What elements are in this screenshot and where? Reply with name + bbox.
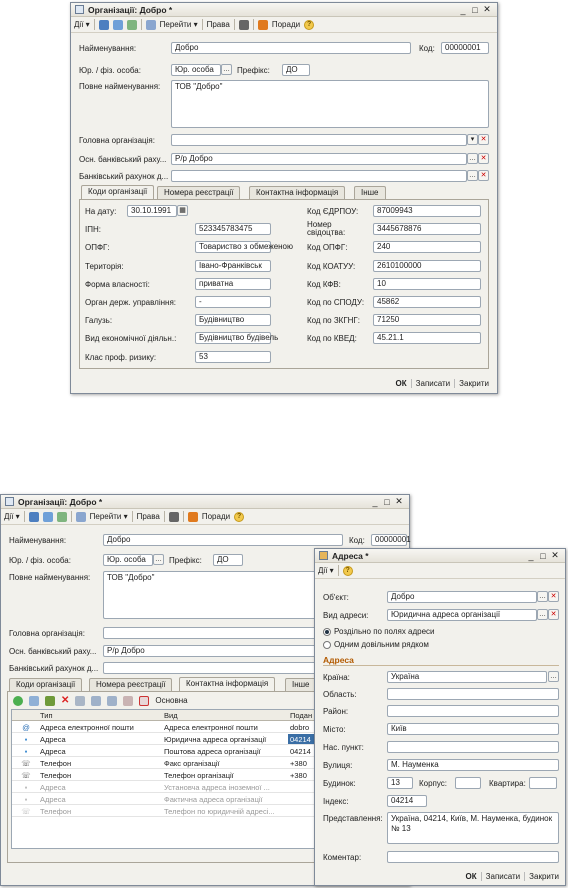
- city-label: Місто:: [323, 725, 346, 734]
- edit-icon[interactable]: [45, 696, 55, 706]
- address-icon: ▪: [24, 735, 28, 744]
- full-name-label: Повне найменування:: [9, 573, 91, 582]
- filter-icon[interactable]: [91, 696, 101, 706]
- house-field[interactable]: 13: [387, 777, 413, 789]
- code-label: Форма власності:: [85, 279, 150, 289]
- address-icon: ▪: [24, 795, 28, 804]
- tab-registration[interactable]: Номера реєстрації: [89, 678, 172, 691]
- street-label: Вулиця:: [323, 761, 353, 770]
- code-label: ІПН:: [85, 225, 101, 235]
- copy-icon[interactable]: [113, 20, 123, 30]
- main-bank-label: Осн. банківський раху...: [9, 647, 97, 656]
- tab-other[interactable]: Інше: [354, 186, 386, 199]
- contacts-toolbar: [13, 695, 188, 706]
- clear-icon[interactable]: ✕: [548, 591, 559, 602]
- actions-menu[interactable]: Дії ▾: [4, 512, 20, 521]
- building-field[interactable]: [455, 777, 481, 789]
- radio-separate[interactable]: [323, 627, 435, 636]
- clear-icon[interactable]: ✕: [478, 134, 489, 145]
- code-field[interactable]: 2610100000: [373, 260, 481, 272]
- building-label: Корпус:: [419, 779, 448, 788]
- code-label: Код ОПФГ:: [307, 243, 348, 253]
- address-kind-field[interactable]: Юридична адреса організації: [387, 609, 537, 621]
- rights-button[interactable]: Права: [206, 20, 230, 29]
- goto-icon[interactable]: [146, 20, 156, 30]
- cell-val: +380: [290, 759, 307, 768]
- col-kind[interactable]: Вид: [164, 711, 178, 720]
- prefix-label: Префікс:: [237, 66, 270, 75]
- code-label: Територія:: [85, 261, 124, 271]
- bank-account-label: Банківський рахунок д...: [9, 664, 99, 673]
- clear-icon[interactable]: ✕: [548, 609, 559, 620]
- code-field[interactable]: 00000001: [371, 534, 407, 546]
- tab-other[interactable]: Інше: [285, 678, 317, 691]
- code-label: Код по КВЕД:: [307, 334, 357, 344]
- list-icon[interactable]: [75, 696, 85, 706]
- house-label: Будинок:: [323, 779, 356, 788]
- ok-button[interactable]: ОК: [465, 872, 477, 881]
- close-icon[interactable]: ✕: [395, 496, 403, 506]
- object-label: Об'єкт:: [323, 593, 349, 602]
- clear-filter-icon[interactable]: [123, 696, 133, 706]
- bank-account-field[interactable]: [171, 170, 467, 182]
- tips-icon[interactable]: [188, 512, 198, 522]
- object-field[interactable]: Добро: [387, 591, 537, 603]
- goto-icon[interactable]: [76, 512, 86, 522]
- region-field[interactable]: [387, 688, 559, 700]
- delete-icon[interactable]: ✕: [61, 695, 70, 706]
- main-bank-field[interactable]: Р/р Добро: [103, 645, 409, 657]
- code-field[interactable]: -: [195, 296, 271, 308]
- clear-icon[interactable]: ✕: [478, 153, 489, 164]
- tab-contacts[interactable]: Контактна інформація: [249, 186, 345, 199]
- code-label: Код ЄДРПОУ:: [307, 207, 359, 216]
- help-icon[interactable]: ?: [304, 20, 314, 30]
- code-label: Код по СПОДУ:: [307, 298, 365, 307]
- code-label: Код по ЗКГНГ:: [307, 316, 360, 326]
- code-label: ОПФГ:: [85, 243, 110, 253]
- radio-on-icon: [323, 628, 331, 636]
- title-bar: [71, 3, 497, 17]
- footer: [462, 872, 563, 881]
- add-icon[interactable]: [13, 696, 23, 706]
- title-bar: [315, 549, 565, 563]
- district-label: Район:: [323, 707, 349, 716]
- code-label: Галузь:: [85, 316, 113, 326]
- name-label: Найменування:: [9, 536, 67, 545]
- code-field[interactable]: 10: [373, 278, 481, 290]
- code-field[interactable]: 523345783475: [195, 223, 271, 235]
- person-type-label: Юр. / фіз. особа:: [79, 66, 141, 75]
- col-type[interactable]: Тип: [40, 711, 53, 720]
- main-bank-field[interactable]: Р/р Добро: [171, 153, 467, 165]
- toolbar: [1, 509, 409, 525]
- select-button[interactable]: …: [539, 593, 546, 600]
- bank-account-label: Банківський рахунок д...: [79, 172, 169, 181]
- code-field[interactable]: 53: [195, 351, 271, 363]
- code-field[interactable]: приватна: [195, 278, 271, 290]
- refresh-icon[interactable]: [127, 20, 137, 30]
- save-icon[interactable]: [29, 512, 39, 522]
- full-name-field[interactable]: ТОВ "Добро": [103, 571, 409, 619]
- cell-val: 04214: [290, 747, 311, 756]
- code-field[interactable]: 3445678876: [373, 223, 481, 235]
- code-field[interactable]: 45862: [373, 296, 481, 308]
- phone-icon: ☏: [21, 759, 31, 768]
- code-label: Клас проф. ризику:: [85, 352, 157, 362]
- radio-single-line[interactable]: [323, 640, 429, 649]
- window-icon: [319, 551, 328, 560]
- person-type-label: Юр. / фіз. особа:: [9, 556, 71, 565]
- code-label: Вид економічної діяльн.:: [85, 334, 177, 344]
- select-button[interactable]: …: [155, 556, 162, 563]
- radio-off-icon: [323, 641, 331, 649]
- cell-type: Адреса: [40, 735, 66, 744]
- cell-kind: Телефон по юридичній адресі...: [164, 807, 275, 816]
- tips-button[interactable]: Поради: [201, 512, 231, 521]
- address-section-title: Адреса: [323, 655, 354, 665]
- cell-type: Телефон: [40, 759, 72, 768]
- minimize-icon[interactable]: _: [460, 4, 466, 15]
- list-icon[interactable]: [239, 20, 249, 30]
- code-field[interactable]: Товариство з обмеженою: [195, 241, 271, 253]
- actions-menu[interactable]: Дії ▾: [74, 20, 90, 29]
- select-button[interactable]: …: [469, 172, 476, 179]
- cell-kind: Установча адреса іноземної ...: [164, 783, 270, 792]
- code-label: Орган держ. управління:: [85, 298, 176, 307]
- comment-field[interactable]: [387, 851, 559, 863]
- tab-org-codes[interactable]: Коди організації: [81, 185, 154, 199]
- clear-icon[interactable]: ✕: [478, 170, 489, 181]
- parent-org-label: Головна організація:: [79, 136, 155, 145]
- goto-menu[interactable]: Перейти ▾: [89, 512, 128, 521]
- save-button[interactable]: Записати: [411, 379, 455, 388]
- refresh-icon[interactable]: [57, 512, 67, 522]
- save-button[interactable]: Записати: [481, 872, 525, 881]
- cell-val: 04214: [288, 734, 328, 744]
- rights-button[interactable]: Права: [136, 512, 160, 521]
- window-title: Адреса *: [332, 550, 369, 561]
- cell-kind: Юридична адреса організації: [164, 735, 267, 744]
- code-label: Код КОАТУУ:: [307, 261, 356, 271]
- select-button[interactable]: …: [550, 673, 557, 680]
- footer: [392, 379, 493, 388]
- organization-window-top: [70, 2, 498, 394]
- col-value[interactable]: Подан: [290, 711, 313, 720]
- prefix-field[interactable]: ДО: [213, 554, 243, 566]
- window-title: Організації: Добро *: [18, 496, 103, 507]
- country-label: Країна:: [323, 673, 350, 682]
- main-contact-icon[interactable]: [139, 696, 149, 706]
- code-field[interactable]: Івано-Франківськ: [195, 260, 271, 272]
- code-label: Номер свідоцтва:: [307, 220, 346, 238]
- cell-kind: Поштова адреса організації: [164, 747, 261, 756]
- address-icon: ▪: [24, 747, 28, 756]
- parent-org-label: Головна організація:: [9, 629, 85, 638]
- radio-separate-label: Роздільно по полях адреси: [334, 627, 435, 636]
- radio-single-label: Одним довільним рядком: [334, 640, 429, 649]
- close-icon[interactable]: ✕: [551, 550, 559, 560]
- minimize-icon[interactable]: _: [528, 550, 534, 561]
- toolbar: [315, 563, 565, 579]
- name-label: Найменування:: [79, 44, 137, 53]
- city-field[interactable]: Київ: [387, 723, 559, 735]
- apartment-field[interactable]: [529, 777, 557, 789]
- phone-icon: ☏: [21, 807, 31, 816]
- code-field[interactable]: 71250: [373, 314, 481, 326]
- full-name-label: Повне найменування:: [79, 82, 161, 91]
- goto-menu[interactable]: Перейти ▾: [159, 20, 198, 29]
- person-type-field[interactable]: Юр. особа: [103, 554, 153, 566]
- cell-type: Адреса електронної пошти: [40, 723, 134, 732]
- list-icon[interactable]: [169, 512, 179, 522]
- copy-icon[interactable]: [43, 512, 53, 522]
- cell-type: Адреса: [40, 795, 66, 804]
- representation-field[interactable]: Україна, 04214, Київ, М. Науменка, будинок № 13: [387, 812, 559, 844]
- code-field[interactable]: 240: [373, 241, 481, 253]
- close-button[interactable]: Закрити: [524, 872, 563, 881]
- code-label: На дату:: [85, 207, 117, 216]
- name-field[interactable]: Добро: [171, 42, 411, 54]
- main-button[interactable]: Основна: [155, 696, 188, 705]
- section-divider: [323, 665, 559, 666]
- settlement-field[interactable]: [387, 741, 559, 753]
- cell-kind: Факс організації: [164, 759, 220, 768]
- cell-val: dobro: [290, 723, 310, 732]
- window-title: Організації: Добро *: [88, 4, 173, 15]
- cell-kind: Фактична адреса організації: [164, 795, 263, 804]
- select-button[interactable]: …: [539, 611, 546, 618]
- street-field[interactable]: М. Науменка: [387, 759, 559, 771]
- prefix-label: Префікс:: [169, 556, 202, 565]
- name-field[interactable]: Добро: [103, 534, 343, 546]
- tips-button[interactable]: Поради: [271, 20, 301, 29]
- code-field[interactable]: 00000001: [441, 42, 489, 54]
- representation-label: Представлення:: [323, 814, 383, 823]
- tab-contacts[interactable]: Контактна інформація: [179, 677, 275, 691]
- code-label: Код:: [419, 44, 435, 53]
- actions-menu[interactable]: Дії ▾: [318, 566, 334, 575]
- help-icon[interactable]: ?: [343, 566, 353, 576]
- tab-org-codes[interactable]: Коди організації: [9, 678, 82, 691]
- filter-menu-icon[interactable]: [107, 696, 117, 706]
- maximize-icon[interactable]: □: [384, 496, 390, 507]
- code-field[interactable]: 87009943: [373, 205, 481, 217]
- cell-type: Адреса: [40, 783, 66, 792]
- maximize-icon[interactable]: □: [472, 4, 478, 15]
- country-field[interactable]: Україна: [387, 671, 547, 683]
- close-icon[interactable]: ✕: [483, 4, 491, 14]
- district-field[interactable]: [387, 705, 559, 717]
- code-label: Код:: [349, 536, 365, 545]
- settlement-label: Нас. пункт:: [323, 743, 364, 752]
- cell-type: Телефон: [40, 807, 72, 816]
- zip-field[interactable]: 04214: [387, 795, 427, 807]
- code-field[interactable]: 30.10.1991: [127, 205, 177, 217]
- email-icon: @: [22, 723, 30, 732]
- region-label: Область:: [323, 690, 357, 699]
- ok-button[interactable]: ОК: [395, 379, 407, 388]
- tab-registration[interactable]: Номера реєстрації: [157, 186, 240, 199]
- full-name-field[interactable]: ТОВ "Добро": [171, 80, 489, 128]
- maximize-icon[interactable]: □: [540, 550, 546, 561]
- window-icon: [5, 497, 14, 506]
- code-field[interactable]: 45.21.1: [373, 332, 481, 344]
- address-window: [314, 548, 566, 886]
- cell-kind: Адреса електронної пошти: [164, 723, 258, 732]
- window-icon: [75, 5, 84, 14]
- select-button[interactable]: …: [469, 155, 476, 162]
- close-button[interactable]: Закрити: [454, 379, 493, 388]
- tips-icon[interactable]: [258, 20, 268, 30]
- calendar-icon[interactable]: ▦: [177, 205, 188, 216]
- prefix-field[interactable]: ДО: [282, 64, 310, 76]
- help-icon[interactable]: ?: [234, 512, 244, 522]
- address-icon: ▪: [24, 783, 28, 792]
- apartment-label: Квартира:: [489, 779, 526, 788]
- cell-val: +380: [290, 771, 307, 780]
- phone-icon: ☏: [21, 771, 31, 780]
- cell-kind: Телефон організації: [164, 771, 234, 780]
- toolbar: [71, 17, 497, 33]
- copy-icon[interactable]: [29, 696, 39, 706]
- minimize-icon[interactable]: _: [372, 496, 378, 507]
- code-field[interactable]: Будівництво будівель: [195, 332, 271, 344]
- cell-type: Адреса: [40, 747, 66, 756]
- person-type-field[interactable]: Юр. особа: [171, 64, 221, 76]
- dropdown-icon[interactable]: ▾: [467, 134, 478, 145]
- code-field[interactable]: Будівництво: [195, 314, 271, 326]
- address-kind-label: Вид адреси:: [323, 611, 369, 620]
- parent-org-field[interactable]: [171, 134, 467, 146]
- code-label: Код КФВ:: [307, 279, 341, 289]
- cell-type: Телефон: [40, 771, 72, 780]
- select-button[interactable]: …: [223, 66, 230, 73]
- title-bar: [1, 495, 409, 509]
- save-icon[interactable]: [99, 20, 109, 30]
- zip-label: Індекс:: [323, 797, 349, 806]
- comment-label: Коментар:: [323, 853, 362, 862]
- main-bank-label: Осн. банківський раху...: [79, 155, 167, 164]
